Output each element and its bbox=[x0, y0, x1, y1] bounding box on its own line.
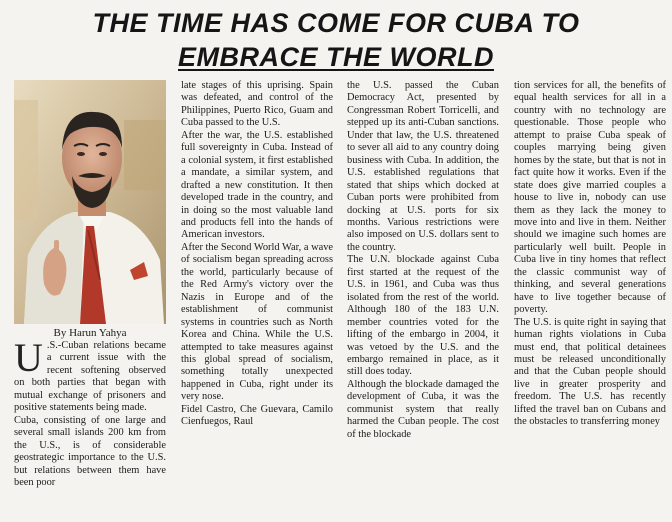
drop-cap: U bbox=[14, 335, 43, 380]
byline: By Harun Yahya bbox=[53, 327, 127, 339]
paragraph: The U.S. is quite right in saying that human rights violations in Cuba must end, that political detainees must be released unconditionally and that the Cuban people should live in greater prosperity and freedom. The U.S. has recently lifted the travel ban on Cubans and the obstacles to transferring money bbox=[514, 316, 666, 428]
paragraph: Fidel Castro, Che Guevara, Camilo Cienfuegos, Raul bbox=[181, 403, 333, 428]
article-intro-paragraph bbox=[14, 335, 166, 415]
column-4 bbox=[514, 80, 666, 429]
column-1 bbox=[14, 80, 166, 489]
headline-line-1: THE TIME HAS COME FOR CUBA TO bbox=[92, 8, 580, 38]
paragraph: Although the blockade damaged the development of Cuba, it was the communist system that really harmed the Cuban people. The cost of the blockade bbox=[347, 378, 499, 440]
column-3 bbox=[347, 80, 499, 441]
intro-text: .S.-Cuban relations became a current issue with the recent softening observed on both parties that began with mutual exchange of prisoners and positive statements being made. bbox=[14, 340, 166, 414]
paragraph: Cuba, consisting of one large and several small islands 200 km from the U.S., is of considerable geostrategic importance to the U.S. but relations between them have been poor bbox=[14, 414, 166, 488]
column-2 bbox=[181, 80, 333, 429]
author-portrait bbox=[14, 80, 166, 324]
article-headline bbox=[0, 6, 672, 74]
headline-line-2: EMBRACE THE WORLD bbox=[178, 42, 494, 72]
paragraph: the U.S. passed the Cuban Democracy Act, presented by Congressman Robert Torricelli, and stepped up its anti-Cuban sanctions. Under that law, the U.S. threatened to sever all aid to any country doing business with Cuba. In addition, the U.S. established regulations that stated that ships which docked at Cuban ports were prohibited from docking at U.S. ports for six months. Various restrictions were also imposed on U.S. dollars sent to the country. bbox=[347, 80, 499, 253]
paragraph: After the Second World War, a wave of socialism began spreading across the world, particularly because of the Red Army's victory over the Nazis in Europe and of the establishment of communist systems in countries such as North Korea and China. While the U.S. attempted to take measures against this global spread of socialism, something totally unexpected happened in Cuba, right under its very nose. bbox=[181, 241, 333, 403]
author-photo-illustration bbox=[14, 80, 166, 324]
paragraph: After the war, the U.S. established full sovereignty in Cuba. Instead of a colonial system, it first established a mandate, a similar system, and drafted a new constitution. It then developed trade in the country, and in doing so the most valuable land and products fell into the hands of American investors. bbox=[181, 129, 333, 241]
paragraph: tion services for all, the benefits of equal health services for all in a country with no technology are questionable. Those people who attempt to praise Cuba speak of couples marrying being given homes by the state, but that is not in fact quite how it works. Even if the state does give married couples a house to live in, nobody can use them as they lack the money to move into and live in them. Neither should we imagine such homes are particularly well built. People in Cuba live in tiny homes that reflect the classic communist way of thinking, and several generations have to live together because of poverty. bbox=[514, 80, 666, 316]
paragraph: late stages of this uprising. Spain was defeated, and control of the Philippines, Puerto Rico, Guam and Cuba passed to the U.S. bbox=[181, 80, 333, 129]
paragraph: The U.N. blockade against Cuba first started at the request of the U.S. in 1961, and Cuba was thus isolated from the rest of the world. Although 180 of the 183 U.N. member countries voted for the lifting of the embargo in 2004, it was vetoed by the U.S. and the embargo remained in place, as it still does today. bbox=[347, 254, 499, 378]
